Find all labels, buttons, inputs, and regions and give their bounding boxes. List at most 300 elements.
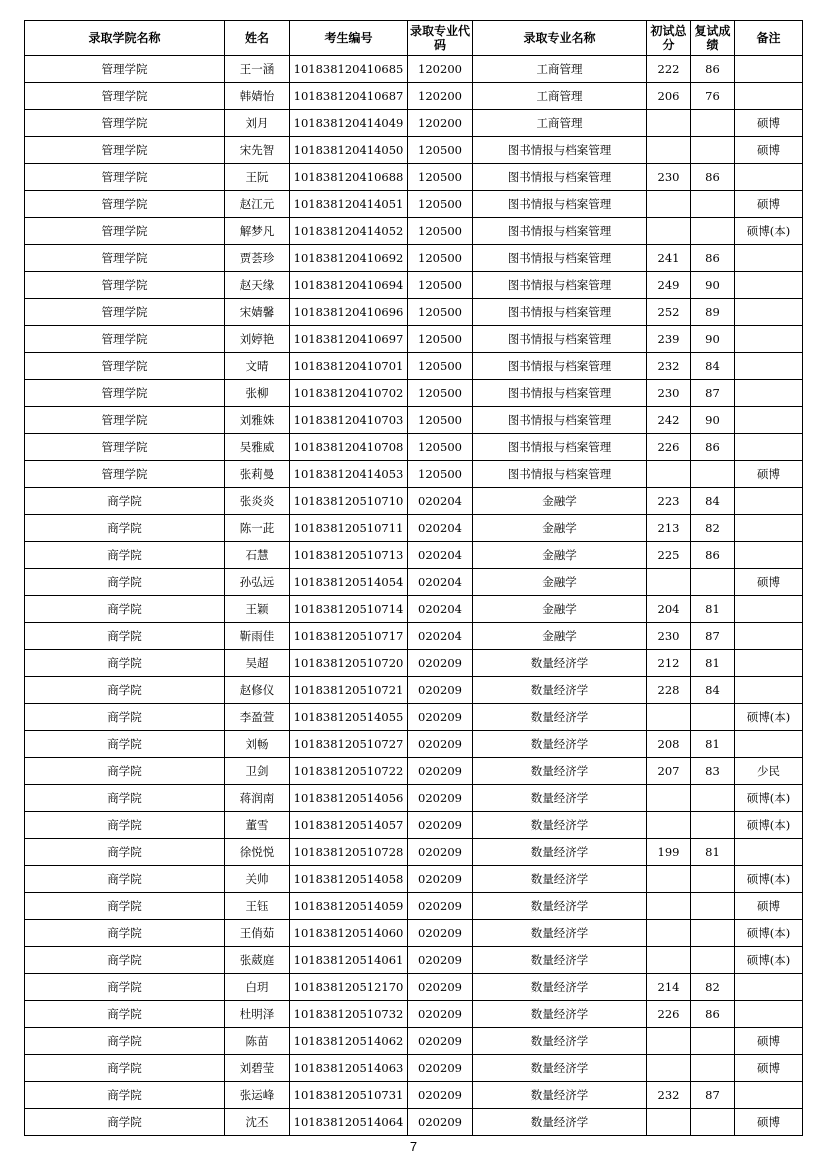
- retest-score-cell: 86: [691, 245, 735, 272]
- table-row: [25, 218, 803, 245]
- candidate-id-cell: 101838120410702: [290, 380, 408, 407]
- major-code-cell: 020204: [408, 623, 473, 650]
- candidate-id-cell: 101838120414052: [290, 218, 408, 245]
- candidate-id-cell: 101838120514058: [290, 866, 408, 893]
- name-cell: 张运峰: [225, 1082, 290, 1109]
- college-cell: 管理学院: [25, 353, 225, 380]
- major-code-cell: 120500: [408, 137, 473, 164]
- initial-score-cell: 213: [647, 515, 691, 542]
- name-cell: 王一涵: [225, 56, 290, 83]
- retest-score-cell: 87: [691, 380, 735, 407]
- initial-score-cell: 206: [647, 83, 691, 110]
- name-cell: 陈一茈: [225, 515, 290, 542]
- college-cell: 管理学院: [25, 326, 225, 353]
- table-row: [25, 110, 803, 137]
- table-row: [25, 245, 803, 272]
- header-initial-score: 初试总分: [647, 21, 691, 56]
- table-row: [25, 893, 803, 920]
- major-name-cell: 图书情报与档案管理: [473, 272, 647, 299]
- major-name-cell: 图书情报与档案管理: [473, 137, 647, 164]
- candidate-id-cell: 101838120514059: [290, 893, 408, 920]
- major-name-cell: 金融学: [473, 596, 647, 623]
- table-row: [25, 1082, 803, 1109]
- candidate-id-cell: 101838120510720: [290, 650, 408, 677]
- table-row: [25, 1028, 803, 1055]
- retest-score-cell: [691, 137, 735, 164]
- table-row: [25, 839, 803, 866]
- major-code-cell: 020204: [408, 515, 473, 542]
- major-code-cell: 020209: [408, 947, 473, 974]
- table-row: [25, 137, 803, 164]
- table-row: [25, 812, 803, 839]
- major-name-cell: 数量经济学: [473, 650, 647, 677]
- remarks-cell: 硕博(本): [735, 218, 803, 245]
- retest-score-cell: 86: [691, 542, 735, 569]
- college-cell: 商学院: [25, 542, 225, 569]
- major-name-cell: 图书情报与档案管理: [473, 164, 647, 191]
- table-row: [25, 83, 803, 110]
- candidate-id-cell: 101838120410696: [290, 299, 408, 326]
- remarks-cell: [735, 488, 803, 515]
- initial-score-cell: 230: [647, 164, 691, 191]
- major-code-cell: 020204: [408, 596, 473, 623]
- college-cell: 商学院: [25, 1055, 225, 1082]
- name-cell: 刘雅姝: [225, 407, 290, 434]
- header-remarks: 备注: [735, 21, 803, 56]
- table-row: [25, 191, 803, 218]
- remarks-cell: 硕博(本): [735, 947, 803, 974]
- initial-score-cell: 222: [647, 56, 691, 83]
- candidate-id-cell: 101838120410694: [290, 272, 408, 299]
- major-name-cell: 数量经济学: [473, 893, 647, 920]
- remarks-cell: 硕博: [735, 110, 803, 137]
- remarks-cell: [735, 407, 803, 434]
- retest-score-cell: [691, 785, 735, 812]
- college-cell: 商学院: [25, 704, 225, 731]
- college-cell: 管理学院: [25, 137, 225, 164]
- major-name-cell: 数量经济学: [473, 1109, 647, 1136]
- retest-score-cell: 82: [691, 515, 735, 542]
- retest-score-cell: 82: [691, 974, 735, 1001]
- initial-score-cell: 225: [647, 542, 691, 569]
- remarks-cell: 硕博: [735, 1109, 803, 1136]
- college-cell: 管理学院: [25, 407, 225, 434]
- major-code-cell: 020209: [408, 1001, 473, 1028]
- initial-score-cell: [647, 866, 691, 893]
- name-cell: 吴超: [225, 650, 290, 677]
- name-cell: 赵天缘: [225, 272, 290, 299]
- name-cell: 王阮: [225, 164, 290, 191]
- name-cell: 李盈萱: [225, 704, 290, 731]
- name-cell: 王俏茹: [225, 920, 290, 947]
- college-cell: 管理学院: [25, 299, 225, 326]
- candidate-id-cell: 101838120514054: [290, 569, 408, 596]
- table-row: [25, 1055, 803, 1082]
- major-code-cell: 120500: [408, 353, 473, 380]
- major-name-cell: 图书情报与档案管理: [473, 461, 647, 488]
- retest-score-cell: 86: [691, 56, 735, 83]
- major-code-cell: 020209: [408, 1028, 473, 1055]
- retest-score-cell: 84: [691, 677, 735, 704]
- major-code-cell: 120200: [408, 56, 473, 83]
- initial-score-cell: 226: [647, 1001, 691, 1028]
- college-cell: 管理学院: [25, 56, 225, 83]
- major-code-cell: 020204: [408, 542, 473, 569]
- retest-score-cell: [691, 893, 735, 920]
- initial-score-cell: 249: [647, 272, 691, 299]
- initial-score-cell: 232: [647, 353, 691, 380]
- major-name-cell: 数量经济学: [473, 1055, 647, 1082]
- remarks-cell: 硕博: [735, 893, 803, 920]
- major-name-cell: 金融学: [473, 569, 647, 596]
- name-cell: 孙弘远: [225, 569, 290, 596]
- table-row: [25, 974, 803, 1001]
- major-name-cell: 数量经济学: [473, 920, 647, 947]
- header-major-name: 录取专业名称: [473, 21, 647, 56]
- initial-score-cell: 212: [647, 650, 691, 677]
- remarks-cell: [735, 731, 803, 758]
- table-row: [25, 515, 803, 542]
- name-cell: 陈苗: [225, 1028, 290, 1055]
- name-cell: 张炎炎: [225, 488, 290, 515]
- retest-score-cell: 86: [691, 1001, 735, 1028]
- table-row: [25, 272, 803, 299]
- table-row: [25, 704, 803, 731]
- major-name-cell: 金融学: [473, 488, 647, 515]
- major-name-cell: 数量经济学: [473, 731, 647, 758]
- major-name-cell: 图书情报与档案管理: [473, 245, 647, 272]
- college-cell: 商学院: [25, 1082, 225, 1109]
- initial-score-cell: [647, 704, 691, 731]
- name-cell: 赵江元: [225, 191, 290, 218]
- table-row: [25, 299, 803, 326]
- remarks-cell: [735, 272, 803, 299]
- table-row: [25, 623, 803, 650]
- table-row: [25, 353, 803, 380]
- name-cell: 白玥: [225, 974, 290, 1001]
- candidate-id-cell: 101838120410697: [290, 326, 408, 353]
- candidate-id-cell: 101838120410685: [290, 56, 408, 83]
- table-row: [25, 596, 803, 623]
- initial-score-cell: 241: [647, 245, 691, 272]
- name-cell: 文晴: [225, 353, 290, 380]
- table-row: [25, 488, 803, 515]
- major-code-cell: 120500: [408, 245, 473, 272]
- table-row: [25, 650, 803, 677]
- name-cell: 刘月: [225, 110, 290, 137]
- major-name-cell: 工商管理: [473, 110, 647, 137]
- table-row: [25, 1001, 803, 1028]
- table-row: [25, 56, 803, 83]
- retest-score-cell: [691, 920, 735, 947]
- remarks-cell: [735, 515, 803, 542]
- major-code-cell: 020209: [408, 785, 473, 812]
- retest-score-cell: 90: [691, 272, 735, 299]
- major-code-cell: 020209: [408, 866, 473, 893]
- college-cell: 商学院: [25, 1028, 225, 1055]
- remarks-cell: 硕博(本): [735, 704, 803, 731]
- retest-score-cell: 83: [691, 758, 735, 785]
- name-cell: 徐悦悦: [225, 839, 290, 866]
- name-cell: 石慧: [225, 542, 290, 569]
- retest-score-cell: [691, 569, 735, 596]
- major-code-cell: 020209: [408, 1055, 473, 1082]
- remarks-cell: 少民: [735, 758, 803, 785]
- college-cell: 管理学院: [25, 218, 225, 245]
- name-cell: 贾荟珍: [225, 245, 290, 272]
- name-cell: 王钰: [225, 893, 290, 920]
- retest-score-cell: [691, 1028, 735, 1055]
- initial-score-cell: [647, 569, 691, 596]
- name-cell: 蒋润南: [225, 785, 290, 812]
- name-cell: 刘婷艳: [225, 326, 290, 353]
- table-row: [25, 164, 803, 191]
- major-name-cell: 图书情报与档案管理: [473, 191, 647, 218]
- candidate-id-cell: 101838120410688: [290, 164, 408, 191]
- remarks-cell: [735, 650, 803, 677]
- initial-score-cell: 214: [647, 974, 691, 1001]
- major-name-cell: 图书情报与档案管理: [473, 380, 647, 407]
- retest-score-cell: [691, 110, 735, 137]
- retest-score-cell: 90: [691, 407, 735, 434]
- initial-score-cell: [647, 1055, 691, 1082]
- initial-score-cell: 230: [647, 380, 691, 407]
- college-cell: 商学院: [25, 650, 225, 677]
- table-row: [25, 731, 803, 758]
- name-cell: 关帅: [225, 866, 290, 893]
- admission-table: [24, 20, 803, 1136]
- page-number: 7: [409, 1139, 418, 1154]
- major-name-cell: 图书情报与档案管理: [473, 434, 647, 461]
- college-cell: 商学院: [25, 569, 225, 596]
- table-header-row: [25, 21, 803, 56]
- initial-score-cell: [647, 920, 691, 947]
- table-row: [25, 380, 803, 407]
- name-cell: 宋先智: [225, 137, 290, 164]
- candidate-id-cell: 101838120510711: [290, 515, 408, 542]
- major-code-cell: 020209: [408, 677, 473, 704]
- college-cell: 商学院: [25, 515, 225, 542]
- remarks-cell: 硕博(本): [735, 812, 803, 839]
- remarks-cell: 硕博: [735, 569, 803, 596]
- major-name-cell: 数量经济学: [473, 1082, 647, 1109]
- candidate-id-cell: 101838120410692: [290, 245, 408, 272]
- retest-score-cell: 89: [691, 299, 735, 326]
- major-name-cell: 数量经济学: [473, 677, 647, 704]
- candidate-id-cell: 101838120514061: [290, 947, 408, 974]
- table-row: [25, 947, 803, 974]
- initial-score-cell: [647, 785, 691, 812]
- remarks-cell: [735, 1001, 803, 1028]
- table-row: [25, 920, 803, 947]
- initial-score-cell: 223: [647, 488, 691, 515]
- candidate-id-cell: 101838120514062: [290, 1028, 408, 1055]
- college-cell: 商学院: [25, 596, 225, 623]
- remarks-cell: [735, 164, 803, 191]
- major-code-cell: 020209: [408, 704, 473, 731]
- candidate-id-cell: 101838120512170: [290, 974, 408, 1001]
- initial-score-cell: [647, 110, 691, 137]
- table-row: [25, 569, 803, 596]
- candidate-id-cell: 101838120410708: [290, 434, 408, 461]
- name-cell: 董雪: [225, 812, 290, 839]
- name-cell: 张葳庭: [225, 947, 290, 974]
- retest-score-cell: [691, 461, 735, 488]
- header-major-code: 录取专业代码: [408, 21, 473, 56]
- candidate-id-cell: 101838120510731: [290, 1082, 408, 1109]
- initial-score-cell: 207: [647, 758, 691, 785]
- college-cell: 管理学院: [25, 191, 225, 218]
- initial-score-cell: 239: [647, 326, 691, 353]
- header-college: 录取学院名称: [25, 21, 225, 56]
- major-code-cell: 020209: [408, 920, 473, 947]
- college-cell: 商学院: [25, 677, 225, 704]
- candidate-id-cell: 101838120514063: [290, 1055, 408, 1082]
- major-name-cell: 图书情报与档案管理: [473, 299, 647, 326]
- college-cell: 管理学院: [25, 110, 225, 137]
- major-code-cell: 120500: [408, 434, 473, 461]
- candidate-id-cell: 101838120514060: [290, 920, 408, 947]
- college-cell: 管理学院: [25, 461, 225, 488]
- retest-score-cell: [691, 1055, 735, 1082]
- initial-score-cell: 232: [647, 1082, 691, 1109]
- major-name-cell: 数量经济学: [473, 974, 647, 1001]
- candidate-id-cell: 101838120510713: [290, 542, 408, 569]
- initial-score-cell: [647, 893, 691, 920]
- retest-score-cell: 87: [691, 1082, 735, 1109]
- remarks-cell: [735, 83, 803, 110]
- initial-score-cell: 252: [647, 299, 691, 326]
- remarks-cell: [735, 56, 803, 83]
- college-cell: 商学院: [25, 785, 225, 812]
- college-cell: 商学院: [25, 623, 225, 650]
- major-name-cell: 数量经济学: [473, 866, 647, 893]
- name-cell: 张柳: [225, 380, 290, 407]
- remarks-cell: 硕博: [735, 191, 803, 218]
- candidate-id-cell: 101838120414051: [290, 191, 408, 218]
- initial-score-cell: 228: [647, 677, 691, 704]
- major-code-cell: 020209: [408, 1082, 473, 1109]
- major-name-cell: 图书情报与档案管理: [473, 353, 647, 380]
- major-name-cell: 工商管理: [473, 56, 647, 83]
- initial-score-cell: 204: [647, 596, 691, 623]
- major-code-cell: 020209: [408, 812, 473, 839]
- candidate-id-cell: 101838120410703: [290, 407, 408, 434]
- remarks-cell: [735, 353, 803, 380]
- college-cell: 商学院: [25, 947, 225, 974]
- remarks-cell: [735, 677, 803, 704]
- retest-score-cell: 81: [691, 731, 735, 758]
- college-cell: 商学院: [25, 1001, 225, 1028]
- major-code-cell: 120200: [408, 83, 473, 110]
- retest-score-cell: 76: [691, 83, 735, 110]
- table-row: [25, 326, 803, 353]
- major-code-cell: 120200: [408, 110, 473, 137]
- remarks-cell: 硕博: [735, 1055, 803, 1082]
- major-name-cell: 数量经济学: [473, 839, 647, 866]
- name-cell: 赵修仪: [225, 677, 290, 704]
- name-cell: 吴雅威: [225, 434, 290, 461]
- major-name-cell: 金融学: [473, 542, 647, 569]
- major-name-cell: 金融学: [473, 515, 647, 542]
- college-cell: 商学院: [25, 812, 225, 839]
- candidate-id-cell: 101838120514064: [290, 1109, 408, 1136]
- table-row: [25, 785, 803, 812]
- college-cell: 商学院: [25, 1109, 225, 1136]
- major-name-cell: 图书情报与档案管理: [473, 326, 647, 353]
- college-cell: 商学院: [25, 839, 225, 866]
- remarks-cell: [735, 974, 803, 1001]
- major-name-cell: 数量经济学: [473, 785, 647, 812]
- header-retest-score: 复试成绩: [691, 21, 735, 56]
- retest-score-cell: [691, 1109, 735, 1136]
- college-cell: 管理学院: [25, 380, 225, 407]
- remarks-cell: [735, 1082, 803, 1109]
- header-name: 姓名: [225, 21, 290, 56]
- college-cell: 商学院: [25, 920, 225, 947]
- retest-score-cell: 84: [691, 488, 735, 515]
- major-code-cell: 020209: [408, 1109, 473, 1136]
- major-code-cell: 020209: [408, 839, 473, 866]
- major-name-cell: 数量经济学: [473, 1001, 647, 1028]
- initial-score-cell: 242: [647, 407, 691, 434]
- major-code-cell: 020209: [408, 731, 473, 758]
- major-code-cell: 120500: [408, 380, 473, 407]
- college-cell: 管理学院: [25, 164, 225, 191]
- name-cell: 宋婧馨: [225, 299, 290, 326]
- initial-score-cell: [647, 191, 691, 218]
- retest-score-cell: 84: [691, 353, 735, 380]
- remarks-cell: [735, 245, 803, 272]
- candidate-id-cell: 101838120510714: [290, 596, 408, 623]
- table-row: [25, 407, 803, 434]
- candidate-id-cell: 101838120514057: [290, 812, 408, 839]
- candidate-id-cell: 101838120510710: [290, 488, 408, 515]
- table-row: [25, 758, 803, 785]
- retest-score-cell: 81: [691, 839, 735, 866]
- remarks-cell: [735, 299, 803, 326]
- retest-score-cell: 81: [691, 596, 735, 623]
- candidate-id-cell: 101838120510727: [290, 731, 408, 758]
- major-name-cell: 工商管理: [473, 83, 647, 110]
- major-code-cell: 020204: [408, 569, 473, 596]
- retest-score-cell: 81: [691, 650, 735, 677]
- initial-score-cell: [647, 137, 691, 164]
- name-cell: 王颖: [225, 596, 290, 623]
- remarks-cell: 硕博: [735, 461, 803, 488]
- table-row: [25, 1109, 803, 1136]
- candidate-id-cell: 101838120510722: [290, 758, 408, 785]
- college-cell: 商学院: [25, 758, 225, 785]
- college-cell: 商学院: [25, 866, 225, 893]
- table-row: [25, 461, 803, 488]
- college-cell: 商学院: [25, 893, 225, 920]
- major-code-cell: 120500: [408, 407, 473, 434]
- name-cell: 靳雨佳: [225, 623, 290, 650]
- college-cell: 管理学院: [25, 434, 225, 461]
- major-code-cell: 020209: [408, 650, 473, 677]
- major-code-cell: 120500: [408, 191, 473, 218]
- college-cell: 商学院: [25, 731, 225, 758]
- retest-score-cell: [691, 191, 735, 218]
- name-cell: 解梦凡: [225, 218, 290, 245]
- candidate-id-cell: 101838120414053: [290, 461, 408, 488]
- candidate-id-cell: 101838120510732: [290, 1001, 408, 1028]
- major-code-cell: 020209: [408, 893, 473, 920]
- major-name-cell: 图书情报与档案管理: [473, 218, 647, 245]
- major-name-cell: 数量经济学: [473, 947, 647, 974]
- retest-score-cell: 86: [691, 434, 735, 461]
